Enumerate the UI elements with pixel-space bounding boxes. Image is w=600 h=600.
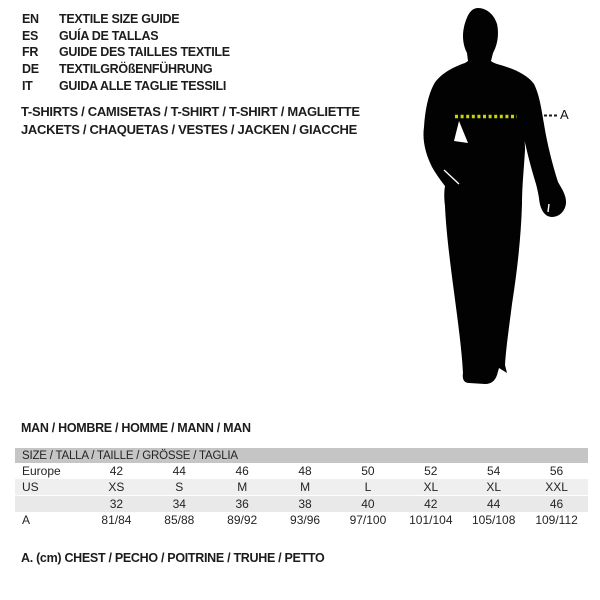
thumb-line — [548, 204, 549, 212]
table-row-europe — [15, 463, 588, 479]
table-cell: L — [364, 480, 372, 494]
table-cell: M — [300, 480, 311, 494]
language-row — [22, 77, 230, 94]
measure-label-a: A — [560, 107, 569, 122]
table-cell: 52 — [424, 464, 438, 478]
language-row — [22, 11, 230, 28]
language-code: FR — [22, 45, 39, 60]
language-code: IT — [22, 78, 33, 93]
category-line-tshirts: T-SHIRTS / CAMISETAS / T-SHIRT / T-SHIRT / MAGLIETTE — [21, 104, 360, 119]
table-row-numeric — [15, 496, 588, 512]
table-cell: 32 — [109, 497, 124, 511]
row-label: Europe — [22, 464, 61, 478]
table-cell: 36 — [235, 497, 249, 511]
man-silhouette-svg — [420, 5, 580, 390]
language-title: GUIDA ALLE TAGLIE TESSILI — [59, 78, 227, 93]
language-title: GUIDE DES TAILLES TEXTILE — [59, 45, 230, 60]
table-cell: 109/112 — [535, 513, 578, 527]
table-cell: 101/104 — [409, 513, 453, 527]
table-cell: 44 — [172, 464, 186, 478]
language-code: DE — [22, 62, 39, 77]
language-title: TEXTILGRÖßENFÜHRUNG — [59, 62, 213, 77]
table-cell: 42 — [109, 464, 124, 478]
table-cell: 40 — [361, 497, 375, 511]
row-label: US — [22, 480, 39, 494]
table-cell: 54 — [487, 464, 501, 478]
language-title: TEXTILE SIZE GUIDE — [59, 12, 180, 27]
table-cell: 97/100 — [349, 513, 387, 527]
table-cell: 81/84 — [101, 513, 132, 527]
language-title: GUÍA DE TALLAS — [59, 28, 159, 43]
table-cell: XL — [486, 480, 502, 494]
footnote-chest: A. (cm) CHEST / PECHO / POITRINE / TRUHE / PETTO — [21, 551, 325, 565]
table-cell: XL — [423, 480, 439, 494]
table-cell: 50 — [361, 464, 375, 478]
language-code: ES — [22, 28, 39, 43]
table-cell: 34 — [172, 497, 186, 511]
table-cell: 89/92 — [227, 513, 258, 527]
table-cell: 46 — [235, 464, 249, 478]
table-cell: 105/108 — [471, 513, 516, 527]
table-row-chest — [15, 512, 588, 528]
table-cell: 93/96 — [290, 513, 321, 527]
language-row — [22, 28, 230, 45]
table-cell: 48 — [298, 464, 312, 478]
table-cell: 38 — [298, 497, 312, 511]
man-silhouette-figure — [420, 5, 580, 390]
table-cell: 46 — [549, 497, 564, 511]
category-list — [21, 103, 360, 139]
language-list — [22, 11, 230, 94]
section-title-man: MAN / HOMBRE / HOMME / MANN / MAN — [21, 421, 251, 435]
table-cell: XXL — [545, 480, 568, 494]
language-row — [22, 61, 230, 78]
table-cell: 85/88 — [164, 513, 195, 527]
size-table — [15, 448, 588, 528]
table-cell: S — [175, 480, 184, 494]
table-cell: XS — [108, 480, 125, 494]
table-cell: M — [237, 480, 248, 494]
table-cell: 44 — [487, 497, 501, 511]
category-line-jackets: JACKETS / CHAQUETAS / VESTES / JACKEN / GIACCHE — [21, 122, 357, 137]
size-table-header: SIZE / TALLA / TAILLE / GRÖSSE / TAGLIA — [15, 448, 588, 463]
table-row-us — [15, 479, 588, 496]
table-cell: 56 — [549, 464, 564, 478]
row-label: A — [22, 513, 31, 527]
man-silhouette-body — [423, 8, 566, 384]
table-cell: 42 — [424, 497, 438, 511]
language-row — [22, 44, 230, 61]
language-code: EN — [22, 12, 39, 27]
